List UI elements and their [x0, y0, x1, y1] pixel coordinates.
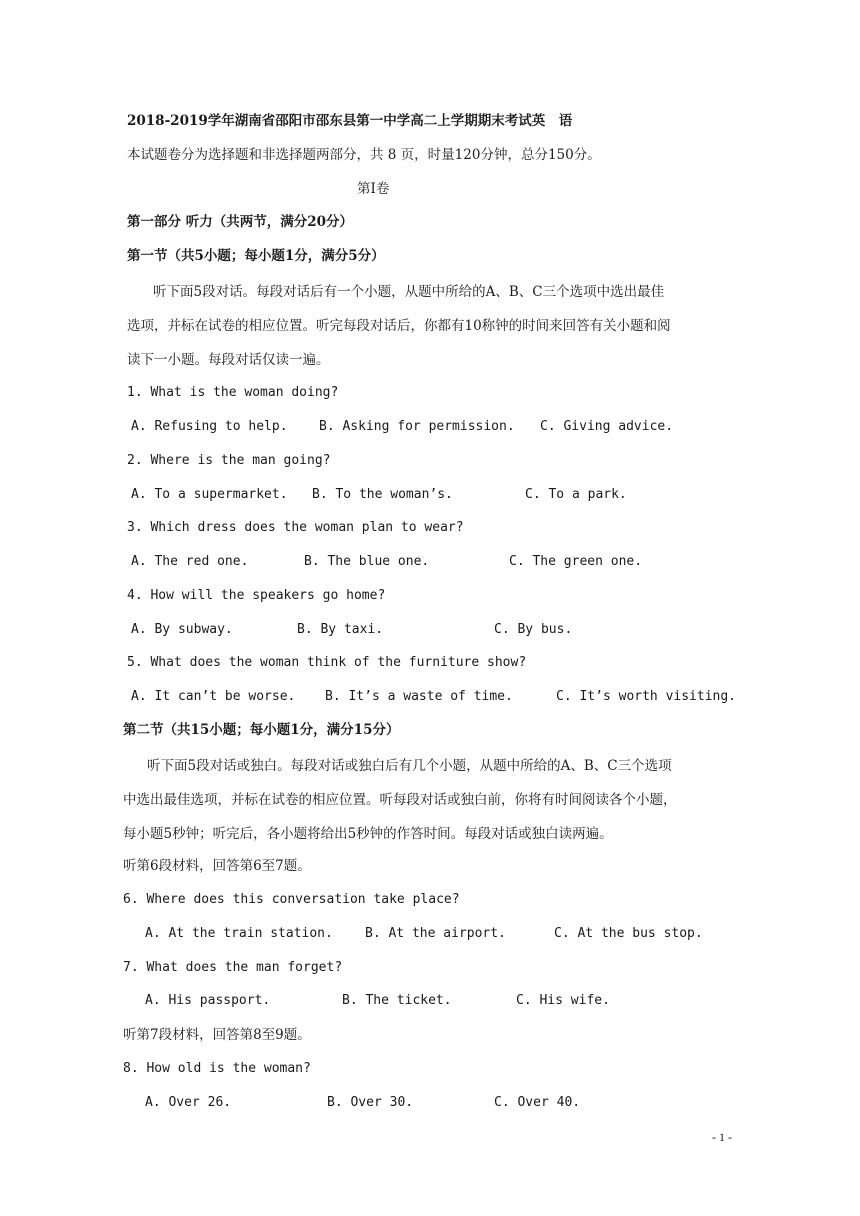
- q3-option-b: B. The blue one.: [304, 554, 430, 569]
- q2-option-c: C. To a park.: [525, 487, 627, 502]
- page-number: - 1 -: [712, 1130, 732, 1144]
- q3-option-a: A. The red one.: [131, 554, 249, 569]
- q7-option-b: B. The ticket.: [342, 993, 452, 1008]
- q1-option-b: B. Asking for permission.: [319, 419, 515, 434]
- question-4: 4. How will the speakers go home?: [127, 588, 386, 603]
- question-2: 2. Where is the man going?: [127, 453, 331, 468]
- question-1: 1. What is the woman doing?: [127, 385, 339, 400]
- q8-option-c: C. Over 40.: [494, 1095, 581, 1110]
- question-8: 8. How old is the woman?: [123, 1061, 311, 1076]
- q2-option-b: B. To the woman’s.: [312, 487, 453, 502]
- q6-option-b: B. At the airport.: [365, 926, 506, 941]
- question-7: 7. What does the man forget?: [123, 960, 343, 975]
- q6-option-c: C. At the bus stop.: [554, 926, 703, 941]
- q5-option-a: A. It can’t be worse.: [131, 689, 296, 704]
- exam-title: 2018-2019学年湖南省邵阳市邵东县第一中学高二上学期期末考试英 语: [127, 113, 573, 129]
- q4-option-b: B. By taxi.: [297, 622, 384, 637]
- section2-instruction-line: 听下面5段对话或独白。每段对话或独白后有几个小题，从题中所给的A、B、C三个选项: [147, 758, 672, 774]
- q7-option-a: A. His passport.: [145, 993, 271, 1008]
- q5-option-c: C. It’s worth visiting.: [556, 689, 737, 704]
- volume-heading: 第Ⅰ卷: [357, 181, 390, 197]
- section1-instruction-line: 听下面5段对话。每段对话后有一个小题，从题中所给的A、B、C三个选项中选出最佳: [153, 284, 665, 300]
- section1-instruction-line: 选项，并标在试卷的相应位置。听完每段对话后，你都有10称钟的时间来回答有关小题和阅: [127, 318, 671, 334]
- part1-heading: 第一部分 听力（共两节，满分20分）: [127, 214, 353, 230]
- q7-option-c: C. His wife.: [516, 993, 610, 1008]
- q1-option-c: C. Giving advice.: [540, 419, 674, 434]
- q8-option-a: A. Over 26.: [145, 1095, 232, 1110]
- q4-option-a: A. By subway.: [131, 622, 233, 637]
- exam-intro: 本试题卷分为选择题和非选择题两部分，共 8 页，时量120分钟，总分150分。: [127, 147, 601, 163]
- section2-heading: 第二节（共15小题；每小题1分，满分15分）: [123, 722, 400, 738]
- question-3: 3. Which dress does the woman plan to wear?: [127, 520, 464, 535]
- section1-instruction-line: 读下一小题。每段对话仅读一遍。: [127, 352, 330, 368]
- q4-option-c: C. By bus.: [494, 622, 573, 637]
- material-6-label: 听第6段材料，回答第6至7题。: [123, 858, 311, 874]
- section2-instruction-line: 中选出最佳选项，并标在试卷的相应位置。听每段对话或独白前，你将有时间阅读各个小题，: [123, 792, 677, 808]
- q6-option-a: A. At the train station.: [145, 926, 333, 941]
- question-5: 5. What does the woman think of the furniture show?: [127, 655, 527, 670]
- q1-option-a: A. Refusing to help.: [131, 419, 288, 434]
- q2-option-a: A. To a supermarket.: [131, 487, 288, 502]
- material-7-label: 听第7段材料，回答第8至9题。: [123, 1027, 311, 1043]
- q5-option-b: B. It’s a waste of time.: [325, 689, 513, 704]
- question-6: 6. Where does this conversation take place?: [123, 892, 460, 907]
- section1-heading: 第一节（共5小题；每小题1分，满分5分）: [127, 248, 385, 264]
- q8-option-b: B. Over 30.: [327, 1095, 414, 1110]
- section2-instruction-line: 每小题5秒钟；听完后，各小题将给出5秒钟的作答时间。每段对话或独白读两遍。: [123, 826, 613, 842]
- q3-option-c: C. The green one.: [509, 554, 643, 569]
